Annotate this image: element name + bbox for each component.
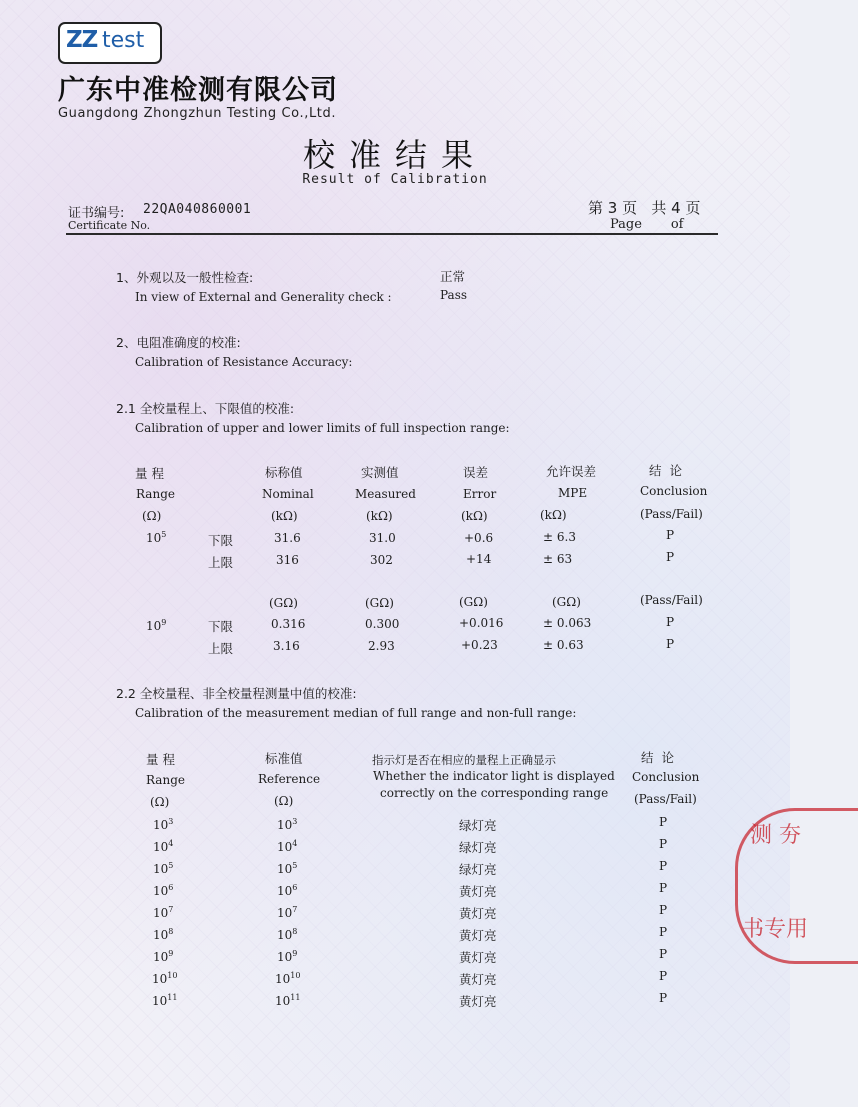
t2-indicator: 黄灯亮: [459, 928, 497, 943]
t2-header-reference-unit: (Ω): [274, 794, 294, 808]
t1-header-conclusion-en: Conclusion: [640, 484, 708, 498]
t2-indicator: 黄灯亮: [459, 994, 497, 1009]
certificate-label-cn: 证书编号:: [68, 206, 125, 221]
g2-row2-nominal: 3.16: [273, 639, 300, 653]
g1-row2-limit: 上限: [208, 555, 234, 570]
t2-indicator: 黄灯亮: [459, 884, 497, 899]
t2-conclusion: P: [659, 991, 668, 1005]
t2-header-conclusion-en: Conclusion: [632, 770, 700, 784]
t2-reference: $10^{10}$: [275, 971, 301, 986]
g2-row2-error: +0.23: [461, 638, 498, 652]
t2-reference: $10^4$: [277, 839, 298, 854]
company-name-cn: 广东中准检测有限公司: [58, 75, 338, 106]
t1-header-measured-en: Measured: [355, 487, 416, 501]
t2-range: $10^8$: [153, 927, 174, 942]
t2-header-range-unit: (Ω): [150, 795, 170, 809]
t2-header-indicator-en1: Whether the indicator light is displayed: [373, 769, 615, 783]
t2-range: $10^{10}$: [152, 971, 178, 986]
t2-conclusion: P: [659, 925, 668, 939]
section1-title-cn: 1、外观以及一般性检查:: [116, 270, 254, 285]
t2-reference: $10^9$: [277, 949, 298, 964]
company-logo: [58, 22, 162, 64]
g1-row2-conclusion: P: [666, 550, 675, 564]
g2-range: $10^9$: [146, 618, 167, 633]
page-number-en: Page of: [610, 217, 684, 232]
t2-reference: $10^8$: [277, 927, 298, 942]
g2-unit-error: (GΩ): [459, 595, 488, 609]
section1-result-cn: 正常: [440, 269, 466, 284]
t2-indicator: 黄灯亮: [459, 906, 497, 921]
t2-reference: $10^7$: [277, 905, 298, 920]
g1-row1-measured: 31.0: [369, 531, 396, 545]
t2-range: $10^5$: [153, 861, 174, 876]
t2-reference: $10^{11}$: [275, 993, 301, 1008]
page-title-en: Result of Calibration: [302, 172, 488, 187]
g1-row1-nominal: 31.6: [274, 531, 301, 545]
g1-unit-measured: (kΩ): [366, 509, 393, 523]
g2-row1-error: +0.016: [459, 616, 504, 630]
page-title-cn: 校准结果: [302, 136, 487, 174]
t2-header-conclusion-cn: 结 论: [641, 750, 674, 765]
t2-reference: $10^3$: [277, 817, 298, 832]
g2-unit-measured: (GΩ): [365, 596, 394, 610]
t2-conclusion: P: [659, 947, 668, 961]
seal-text-bottom: 书专用: [742, 917, 809, 942]
t1-header-conclusion-cn: 结 论: [649, 463, 682, 478]
t1-header-range-en: Range: [136, 487, 175, 501]
t2-range: $10^6$: [153, 883, 174, 898]
t2-header-range-cn: 量 程: [146, 752, 175, 767]
g1-row2-error: +14: [466, 552, 492, 566]
t1-header-nominal-cn: 标称值: [265, 465, 303, 480]
page-number-cn: 第 3 页 共 4 页: [588, 199, 701, 217]
g1-unit-nominal: (kΩ): [271, 509, 298, 523]
g2-row1-limit: 下限: [208, 619, 234, 634]
t2-indicator: 绿灯亮: [459, 818, 497, 833]
g1-unit-mpe: (kΩ): [540, 508, 567, 522]
t1-header-mpe-en: MPE: [558, 486, 588, 500]
t2-range: $10^9$: [153, 949, 174, 964]
seal-text-top: 测 夯: [750, 823, 801, 848]
g2-row2-measured: 2.93: [368, 639, 395, 653]
t2-range: $10^7$: [153, 905, 174, 920]
t2-header-reference-cn: 标准值: [265, 751, 303, 766]
g2-unit-mpe: (GΩ): [552, 595, 581, 609]
t2-conclusion: P: [659, 837, 668, 851]
t2-conclusion: P: [659, 969, 668, 983]
g2-unit-conclusion: (Pass/Fail): [640, 593, 703, 607]
company-name-en: Guangdong Zhongzhun Testing Co.,Ltd.: [58, 106, 337, 121]
g2-row2-conclusion: P: [666, 637, 675, 651]
g1-row2-measured: 302: [370, 553, 393, 567]
t2-conclusion: P: [659, 881, 668, 895]
g1-row2-nominal: 316: [276, 553, 299, 567]
section2-title-en: Calibration of Resistance Accuracy:: [135, 355, 353, 369]
section22-title-en: Calibration of the measurement median of full range and non-full range:: [135, 706, 577, 720]
section2-title-cn: 2、电阻准确度的校准:: [116, 335, 241, 350]
t2-conclusion: P: [659, 815, 668, 829]
t2-indicator: 绿灯亮: [459, 862, 497, 877]
section21-title-en: Calibration of upper and lower limits of full inspection range:: [135, 421, 510, 435]
g2-unit-nominal: (GΩ): [269, 596, 298, 610]
g1-row1-error: +0.6: [464, 531, 494, 545]
t2-header-indicator-cn: 指示灯是否在相应的量程上正确显示: [372, 753, 556, 767]
t2-range: $10^3$: [153, 817, 174, 832]
t1-header-error-cn: 误差: [463, 465, 489, 480]
g2-row1-mpe: ± 0.063: [543, 616, 592, 630]
t1-header-error-en: Error: [463, 487, 497, 501]
g2-row1-nominal: 0.316: [271, 617, 306, 631]
t2-conclusion: P: [659, 859, 668, 873]
logo-zz-text: ZZ: [66, 27, 98, 53]
t1-header-range-cn: 量 程: [135, 466, 164, 481]
section1-result-en: Pass: [440, 288, 468, 302]
t2-indicator: 绿灯亮: [459, 840, 497, 855]
g2-row1-measured: 0.300: [365, 617, 400, 631]
t2-header-reference-en: Reference: [258, 772, 321, 786]
t2-header-range-en: Range: [146, 773, 185, 787]
logo-test-text: test: [102, 28, 145, 53]
g2-row2-limit: 上限: [208, 641, 234, 656]
t2-header-indicator-en2: correctly on the corresponding range: [380, 786, 609, 800]
t2-indicator: 黄灯亮: [459, 972, 497, 987]
g1-unit-error: (kΩ): [461, 509, 488, 523]
g1-unit-conclusion: (Pass/Fail): [640, 507, 703, 521]
t1-header-mpe-cn: 允许误差: [546, 464, 597, 479]
g1-row2-mpe: ± 63: [543, 552, 573, 566]
g1-range: $10^5$: [146, 530, 167, 545]
g2-row1-conclusion: P: [666, 615, 675, 629]
t2-conclusion: P: [659, 903, 668, 917]
t2-range: $10^4$: [153, 839, 174, 854]
t2-reference: $10^5$: [277, 861, 298, 876]
g1-row1-mpe: ± 6.3: [543, 530, 576, 544]
section21-title-cn: 2.1 全校量程上、下限值的校准:: [116, 401, 295, 416]
t1-header-measured-cn: 实测值: [361, 465, 399, 480]
section22-title-cn: 2.2 全校量程、非全校量程测量中值的校准:: [116, 686, 357, 701]
header-divider: [66, 233, 718, 235]
t2-header-conclusion-unit: (Pass/Fail): [634, 792, 697, 806]
g1-row1-limit: 下限: [208, 533, 234, 548]
g2-row2-mpe: ± 0.63: [543, 638, 584, 652]
t2-indicator: 黄灯亮: [459, 950, 497, 965]
certificate-label-en: Certificate No.: [68, 219, 151, 232]
section1-title-en: In view of External and Generality check :: [135, 290, 392, 304]
certificate-number: 22QA040860001: [143, 202, 252, 217]
t1-header-range-unit: (Ω): [142, 509, 162, 523]
g1-row1-conclusion: P: [666, 528, 675, 542]
t1-header-nominal-en: Nominal: [262, 487, 314, 501]
t2-range: $10^{11}$: [152, 993, 178, 1008]
t2-reference: $10^6$: [277, 883, 298, 898]
